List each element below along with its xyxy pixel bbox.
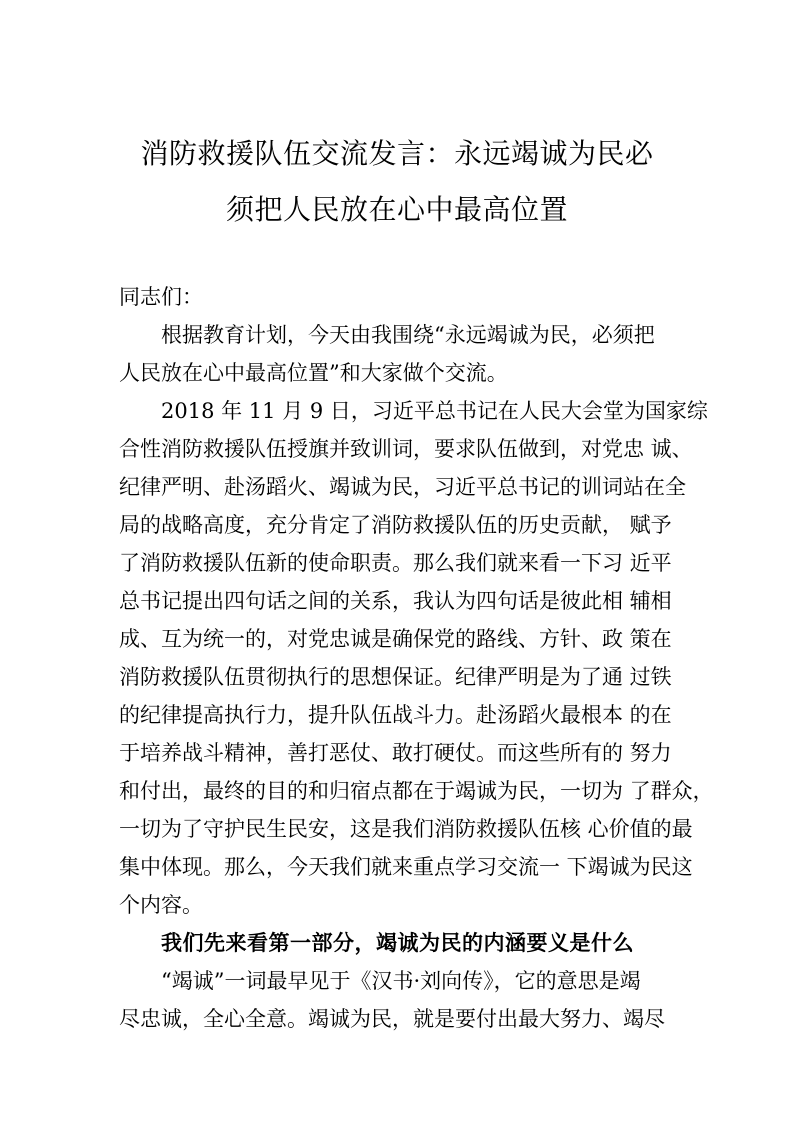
body-line: 局的战略高度，充分肯定了消防救援队伍的历史贡献， 赋予 bbox=[119, 513, 672, 537]
body-heading-line: 我们先来看第一部分，竭诚为民的内涵要义是什么 bbox=[161, 931, 634, 955]
document-title-line-1: 消防救援队伍交流发言：永远竭诚为民必 bbox=[140, 137, 654, 170]
body-line: 的纪律提高执行力，提升队伍战斗力。赴汤蹈火最根本 的在 bbox=[119, 703, 672, 727]
document-body bbox=[119, 278, 714, 1038]
body-line: 集中体现。那么，今天我们就来重点学习交流一 下竭诚为民这 bbox=[119, 855, 693, 879]
body-line: 合性消防救援队伍授旗并致训词，要求队伍做到，对党忠 诚、 bbox=[119, 437, 693, 461]
body-line: 根据教育计划，今天由我围绕“永远竭诚为民，必须把 bbox=[161, 323, 655, 347]
body-line: 尽忠诚，全心全意。竭诚为民，就是要付出最大努力、竭尽 bbox=[119, 1007, 665, 1031]
document-title bbox=[0, 0, 794, 238]
body-line: 纪律严明、赴汤蹈火、竭诚为民，习近平总书记的训词站在全 bbox=[119, 475, 686, 499]
document-title-line-2: 须把人民放在心中最高位置 bbox=[225, 193, 568, 226]
body-line: 个内容。 bbox=[119, 893, 203, 917]
body-line: 和付出，最终的目的和归宿点都在于竭诚为民，一切为 了群众， bbox=[119, 779, 714, 803]
body-line: 人民放在心中最高位置”和大家做个交流。 bbox=[119, 361, 508, 385]
body-line: 消防救援队伍贯彻执行的思想保证。纪律严明是为了通 过铁 bbox=[119, 665, 672, 689]
body-line: 于培养战斗精神，善打恶仗、敢打硬仗。而这些所有的 努力 bbox=[119, 741, 672, 765]
body-line: 总书记提出四句话之间的关系，我认为四句话是彼此相 辅相 bbox=[119, 589, 672, 613]
body-line: 同志们： bbox=[119, 285, 203, 309]
body-line: 成、互为统一的，对党忠诚是确保党的路线、方针、政 策在 bbox=[119, 627, 672, 651]
body-line: 2018 年 11 月 9 日，习近平总书记在人民大会堂为国家综 bbox=[161, 399, 708, 423]
body-line: 了消防救援队伍新的使命职责。那么我们就来看一下习 近平 bbox=[119, 551, 672, 575]
body-line: 一切为了守护民生民安，这是我们消防救援队伍核 心价值的最 bbox=[119, 817, 693, 841]
body-line: “竭诚”一词最早见于《汉书·刘向传》，它的意思是竭 bbox=[161, 969, 641, 993]
